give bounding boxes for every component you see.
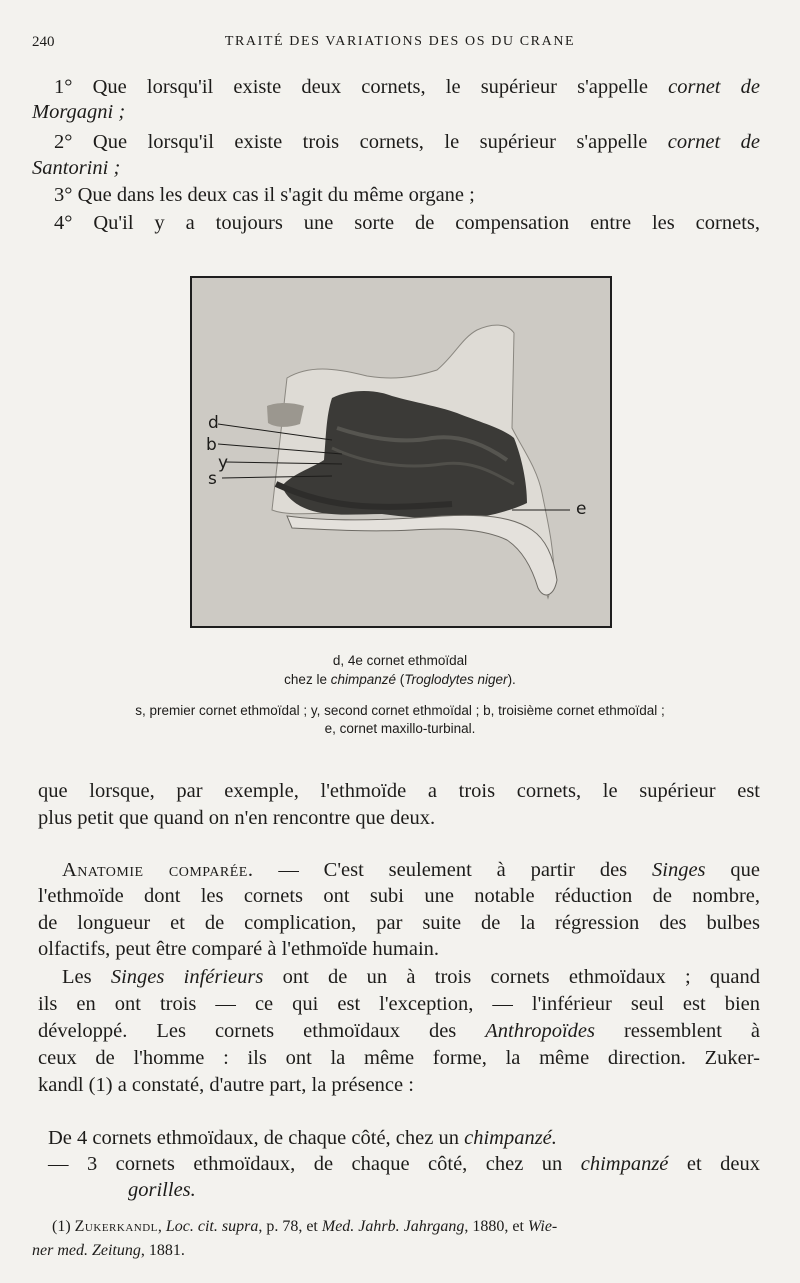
page-number: 240 xyxy=(32,34,55,50)
paragraph-3-line-3: développé. Les cornets ethmoïdaux des Anthropoïdes ressemblent à xyxy=(38,1020,760,1042)
anatomical-figure xyxy=(190,276,612,628)
paragraph-2-line-3: de longueur et de complication, par suite de la régression des bulbes xyxy=(38,912,760,934)
paragraph-2-line-4: olfactifs, peut être comparé à l'ethmoïde humain. xyxy=(38,938,440,960)
figure-caption-2: chez le chimpanzé (Troglodytes niger). xyxy=(284,672,516,687)
label-b: b xyxy=(206,435,217,455)
list-item-3: 3° Que dans les deux cas il s'agit du même organe ; xyxy=(54,184,475,206)
paragraph-1-line-2: plus petit que quand on n'en rencontre que deux. xyxy=(38,807,436,829)
label-e: e xyxy=(576,499,587,519)
paragraph-2-line-2: l'ethmoïde dont les cornets ont subi une notable réduction de nombre, xyxy=(38,885,760,907)
list-bottom-item-1: De 4 cornets ethmoïdaux, de chaque côté, chez un chimpanzé. xyxy=(48,1127,557,1149)
footnote-line-2: ner med. Zeitung, 1881. xyxy=(32,1242,185,1259)
list-item-1-line-2: Morgagni ; xyxy=(32,101,126,123)
page-header xyxy=(32,34,768,56)
label-s: s xyxy=(208,469,217,489)
label-y: y xyxy=(218,453,229,473)
list-bottom-item-2: — 3 cornets ethmoïdaux, de chaque côté, chez un chimpanzé et deux xyxy=(48,1153,760,1175)
figure-legend-2: e, cornet maxillo-turbinal. xyxy=(324,721,476,736)
list-item-1-line-1: 1° Que lorsqu'il existe deux cornets, le supérieur s'appelle cornet de xyxy=(54,76,760,98)
ethmoid-illustration xyxy=(192,278,610,626)
list-bottom-item-2-cont: gorilles. xyxy=(128,1179,196,1201)
label-d: d xyxy=(208,413,219,433)
footnote-line-1: (1) Zukerkandl, Loc. cit. supra, p. 78, et Med. Jahrb. Jahrgang, 1880, et Wie- xyxy=(52,1218,558,1235)
running-title: TRAITÉ DES VARIATIONS DES OS DU CRANE xyxy=(224,34,576,49)
list-item-2-line-1: 2° Que lorsqu'il existe trois cornets, le supérieur s'appelle cornet de xyxy=(54,131,760,153)
figure-legend-1: s, premier cornet ethmoïdal ; y, second cornet ethmoïdal ; b, troisième cornet ethmoïdal ; xyxy=(135,703,665,718)
paragraph-1-line-1: que lorsque, par exemple, l'ethmoïde a trois cornets, le supérieur est xyxy=(38,780,760,802)
paragraph-2-line-1: Anatomie comparée. — C'est seulement à partir des Singes que xyxy=(62,859,760,881)
paragraph-3-line-5: kandl (1) a constaté, d'autre part, la présence : xyxy=(38,1074,414,1096)
paragraph-3-line-1: Les Singes inférieurs ont de un à trois cornets ethmoïdaux ; quand xyxy=(62,966,760,988)
paragraph-3-line-2: ils en ont trois — ce qui est l'exception, — l'inférieur seul est bien xyxy=(38,993,760,1015)
list-item-4: 4° Qu'il y a toujours une sorte de compensation entre les cornets, xyxy=(54,212,760,234)
paragraph-3-line-4: ceux de l'homme : ils ont la même forme, la même direction. Zuker- xyxy=(38,1047,760,1069)
figure-caption-1: d, 4e cornet ethmoïdal xyxy=(332,653,468,668)
list-item-2-line-2: Santorini ; xyxy=(32,157,121,179)
